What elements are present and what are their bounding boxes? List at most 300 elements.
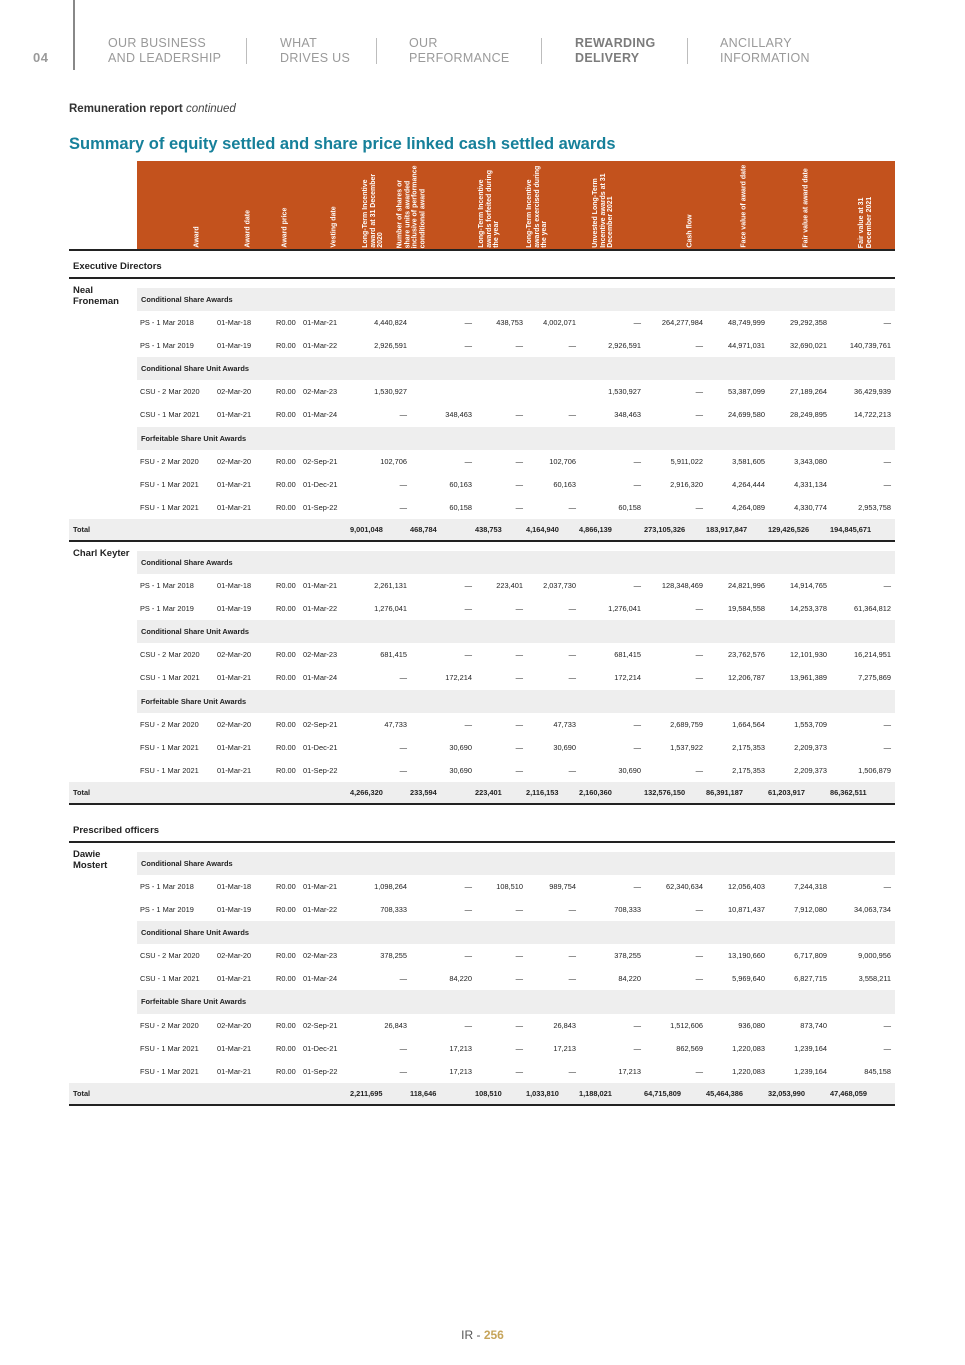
table-cell: 02-Mar-20 <box>217 951 252 961</box>
table-cell: 01-Mar-21 <box>217 974 252 984</box>
table-cell: 60,158 <box>449 502 472 512</box>
table-cell: — <box>695 650 703 660</box>
column-header-label: Fair value at 31 December 2021 <box>857 196 873 248</box>
table-cell: 01-Mar-21 <box>303 318 338 328</box>
table-cell: 02-Mar-23 <box>303 951 338 961</box>
table-cell: 53,387,099 <box>728 387 765 397</box>
table-cell: 6,827,715 <box>794 974 827 984</box>
award-category: Forfeitable Share Unit Awards <box>137 690 895 713</box>
table-cell: PS - 1 Mar 2018 <box>140 318 194 328</box>
table-cell: 01-Mar-18 <box>217 881 252 891</box>
table-cell: 2,209,373 <box>794 742 827 752</box>
table-cell: R0.00 <box>276 673 296 683</box>
table-cell: 02-Mar-20 <box>217 1020 252 1030</box>
award-category: Forfeitable Share Unit Awards <box>137 427 895 450</box>
table-cell: R0.00 <box>276 318 296 328</box>
table-cell: R0.00 <box>276 765 296 775</box>
table-cell: 30,690 <box>553 742 576 752</box>
table-cell: — <box>633 1043 641 1053</box>
column-header-label: Face value of award date <box>740 165 748 248</box>
table-cell: CSU - 2 Mar 2020 <box>140 387 200 397</box>
table-cell: R0.00 <box>276 881 296 891</box>
table-cell: 5,911,022 <box>670 456 703 466</box>
table-cell: — <box>883 742 891 752</box>
table-cell: FSU - 1 Mar 2021 <box>140 742 199 752</box>
table-cell: 2,916,320 <box>670 479 703 489</box>
table-cell: 30,690 <box>618 765 641 775</box>
table-cell: — <box>633 742 641 752</box>
table-cell: FSU - 2 Mar 2020 <box>140 719 199 729</box>
table-cell: — <box>568 650 576 660</box>
table-cell: 1,537,922 <box>670 742 703 752</box>
table-cell: — <box>568 673 576 683</box>
table-cell: — <box>633 581 641 591</box>
table-cell: — <box>464 905 472 915</box>
section-number: 04 <box>33 50 49 65</box>
table-cell: 7,275,869 <box>858 673 891 683</box>
table-cell: — <box>464 881 472 891</box>
table-cell: — <box>515 410 523 420</box>
total-cell: 132,576,150 <box>644 787 686 797</box>
table-row <box>69 496 895 519</box>
table-cell: PS - 1 Mar 2019 <box>140 905 194 915</box>
table-cell: 223,401 <box>496 581 523 591</box>
table-cell: — <box>399 479 407 489</box>
table-cell: FSU - 1 Mar 2021 <box>140 1043 199 1053</box>
table-row <box>69 713 895 736</box>
table-row <box>69 898 895 921</box>
table-cell: 01-Mar-21 <box>217 479 252 489</box>
table-cell: 02-Mar-20 <box>217 650 252 660</box>
table-cell: — <box>399 502 407 512</box>
section-gap <box>69 805 895 815</box>
total-cell: 468,784 <box>410 524 437 534</box>
table-cell: 01-Mar-24 <box>303 410 338 420</box>
table-cell: 01-Mar-22 <box>303 341 338 351</box>
table-cell: — <box>883 456 891 466</box>
table-cell: 4,331,134 <box>794 479 827 489</box>
table-cell: FSU - 1 Mar 2021 <box>140 1066 199 1076</box>
table-row <box>69 473 895 496</box>
table-cell: R0.00 <box>276 502 296 512</box>
table-row <box>69 403 895 426</box>
table-cell: 01-Mar-21 <box>217 742 252 752</box>
table-cell: 01-Mar-22 <box>303 604 338 614</box>
table-cell: 60,163 <box>449 479 472 489</box>
table-row <box>69 875 895 898</box>
table-cell: — <box>464 604 472 614</box>
table-row <box>69 450 895 473</box>
table-cell: 01-Mar-21 <box>303 581 338 591</box>
table-cell: CSU - 1 Mar 2021 <box>140 974 200 984</box>
table-cell: — <box>515 650 523 660</box>
table-cell: 01-Mar-24 <box>303 974 338 984</box>
table-cell: 32,690,021 <box>790 341 827 351</box>
table-row <box>69 311 895 334</box>
table-cell: 348,463 <box>614 410 641 420</box>
table-cell: 1,220,083 <box>732 1066 765 1076</box>
person-block <box>69 279 895 519</box>
table-cell: 19,584,558 <box>728 604 765 614</box>
table-cell: 7,912,080 <box>794 905 827 915</box>
table-cell: 01-Mar-21 <box>217 410 252 420</box>
table-cell: 27,189,264 <box>790 387 827 397</box>
table-cell: 378,255 <box>614 951 641 961</box>
total-cell: 4,164,940 <box>526 524 559 534</box>
awards-table <box>69 251 895 1106</box>
table-cell: 873,740 <box>800 1020 827 1030</box>
table-cell: 7,244,318 <box>794 881 827 891</box>
total-cell: 86,362,511 <box>830 787 867 797</box>
table-cell: 36,429,939 <box>854 387 891 397</box>
table-cell: — <box>883 1043 891 1053</box>
table-cell: 47,733 <box>553 719 576 729</box>
table-cell: 5,969,640 <box>732 974 765 984</box>
table-cell: 2,175,353 <box>732 742 765 752</box>
table-cell: — <box>399 410 407 420</box>
table-cell: — <box>515 951 523 961</box>
total-label: Total <box>73 787 91 797</box>
table-cell: — <box>399 673 407 683</box>
table-cell: — <box>464 581 472 591</box>
table-cell: — <box>515 1066 523 1076</box>
table-cell: FSU - 2 Mar 2020 <box>140 456 199 466</box>
table-cell: — <box>515 765 523 775</box>
table-cell: 1,664,564 <box>732 719 765 729</box>
table-cell: — <box>568 502 576 512</box>
table-cell: 108,510 <box>496 881 523 891</box>
table-cell: R0.00 <box>276 719 296 729</box>
table-cell: 348,463 <box>445 410 472 420</box>
table-cell: 60,158 <box>618 502 641 512</box>
table-cell: 84,220 <box>449 974 472 984</box>
table-cell: 01-Dec-21 <box>303 479 338 489</box>
nav-ancillary-information[interactable]: ANCILLARY INFORMATION <box>720 36 810 65</box>
table-cell: 2,175,353 <box>732 765 765 775</box>
total-label: Total <box>73 524 91 534</box>
table-cell: — <box>399 765 407 775</box>
table-cell: 862,569 <box>676 1043 703 1053</box>
table-cell: 128,348,469 <box>661 581 703 591</box>
table-cell: — <box>568 604 576 614</box>
table-cell: 1,506,879 <box>858 765 891 775</box>
award-category: Conditional Share Awards <box>137 551 895 574</box>
total-cell: 2,211,695 <box>350 1088 383 1098</box>
table-cell: 61,364,812 <box>854 604 891 614</box>
table-cell: 1,276,041 <box>374 604 407 614</box>
total-cell: 4,866,139 <box>579 524 612 534</box>
award-category: Conditional Share Unit Awards <box>137 921 895 944</box>
table-cell: 01-Mar-22 <box>303 905 338 915</box>
table-cell: 989,754 <box>549 881 576 891</box>
table-cell: 02-Mar-20 <box>217 387 252 397</box>
table-cell: 2,037,730 <box>543 581 576 591</box>
table-cell: 3,343,080 <box>794 456 827 466</box>
table-cell: — <box>695 387 703 397</box>
table-cell: — <box>695 951 703 961</box>
table-cell: — <box>883 479 891 489</box>
award-category: Conditional Share Unit Awards <box>137 620 895 643</box>
page-title: Summary of equity settled and share price linked cash settled awards <box>69 135 616 153</box>
table-cell: R0.00 <box>276 742 296 752</box>
total-row <box>69 1083 895 1106</box>
table-cell: R0.00 <box>276 456 296 466</box>
table-cell: — <box>568 905 576 915</box>
table-cell: 1,098,264 <box>374 881 407 891</box>
table-cell: — <box>695 410 703 420</box>
table-cell: 4,264,089 <box>732 502 765 512</box>
table-cell: FSU - 1 Mar 2021 <box>140 502 199 512</box>
table-cell: 1,239,164 <box>794 1066 827 1076</box>
table-cell: 01-Mar-24 <box>303 673 338 683</box>
table-row <box>69 334 895 357</box>
table-cell: CSU - 1 Mar 2021 <box>140 673 200 683</box>
total-label: Total <box>73 1088 91 1098</box>
table-cell: 01-Dec-21 <box>303 742 338 752</box>
table-cell: 172,214 <box>614 673 641 683</box>
total-row <box>69 782 895 805</box>
table-cell: — <box>464 318 472 328</box>
total-row <box>69 519 895 542</box>
table-cell: R0.00 <box>276 604 296 614</box>
table-cell: 01-Sep-22 <box>303 502 338 512</box>
table-cell: 02-Mar-23 <box>303 387 338 397</box>
table-cell: 01-Mar-21 <box>217 1043 252 1053</box>
total-cell: 2,116,153 <box>526 787 559 797</box>
table-cell: — <box>633 479 641 489</box>
table-cell: 1,220,083 <box>732 1043 765 1053</box>
table-cell: FSU - 2 Mar 2020 <box>140 1020 199 1030</box>
table-cell: R0.00 <box>276 387 296 397</box>
table-cell: 708,333 <box>380 905 407 915</box>
table-cell: — <box>633 719 641 729</box>
table-cell: R0.00 <box>276 1020 296 1030</box>
total-cell: 233,594 <box>410 787 437 797</box>
table-row <box>69 1037 895 1060</box>
table-cell: — <box>695 765 703 775</box>
table-cell: 02-Sep-21 <box>303 1020 338 1030</box>
table-cell: 02-Mar-20 <box>217 719 252 729</box>
table-cell: 02-Sep-21 <box>303 456 338 466</box>
table-cell: 02-Mar-20 <box>217 456 252 466</box>
table-cell: 9,000,956 <box>858 951 891 961</box>
table-cell: 28,249,895 <box>790 410 827 420</box>
table-cell: 1,512,606 <box>670 1020 703 1030</box>
nav-separator <box>246 38 247 64</box>
table-cell: — <box>399 742 407 752</box>
table-cell: 01-Mar-19 <box>217 905 252 915</box>
table-cell: — <box>568 341 576 351</box>
table-cell: 4,264,444 <box>732 479 765 489</box>
column-header-label: Unvested Long-Term Incentive awards at 31 December 2021 <box>592 173 615 248</box>
table-cell: — <box>515 974 523 984</box>
table-cell: — <box>464 456 472 466</box>
table-cell: 44,971,031 <box>728 341 765 351</box>
table-cell: 24,821,996 <box>728 581 765 591</box>
table-cell: 01-Sep-22 <box>303 765 338 775</box>
table-cell: — <box>464 341 472 351</box>
table-row <box>69 597 895 620</box>
total-cell: 1,033,810 <box>526 1088 559 1098</box>
table-row <box>69 666 895 689</box>
table-cell: — <box>464 719 472 729</box>
table-cell: — <box>568 974 576 984</box>
table-cell: 2,926,591 <box>374 341 407 351</box>
table-row <box>69 574 895 597</box>
table-row <box>69 380 895 403</box>
table-cell: 26,843 <box>384 1020 407 1030</box>
table-cell: — <box>515 604 523 614</box>
nav-our-performance[interactable]: OUR PERFORMANCE <box>409 36 510 65</box>
table-cell: 84,220 <box>618 974 641 984</box>
table-cell: 17,213 <box>449 1043 472 1053</box>
table-cell: 1,553,709 <box>794 719 827 729</box>
person-block <box>69 843 895 1083</box>
table-cell: — <box>883 881 891 891</box>
table-cell: — <box>568 765 576 775</box>
table-cell: 1,239,164 <box>794 1043 827 1053</box>
table-cell: 172,214 <box>445 673 472 683</box>
table-cell: — <box>515 1020 523 1030</box>
table-cell: 34,063,734 <box>854 905 891 915</box>
column-header-label: Award <box>193 226 201 248</box>
table-row <box>69 1014 895 1037</box>
table-cell: 6,717,809 <box>794 951 827 961</box>
total-cell: 223,401 <box>475 787 502 797</box>
table-cell: CSU - 2 Mar 2020 <box>140 951 200 961</box>
table-cell: R0.00 <box>276 410 296 420</box>
table-cell: R0.00 <box>276 905 296 915</box>
table-cell: 102,706 <box>549 456 576 466</box>
table-cell: 14,722,213 <box>854 410 891 420</box>
table-cell: — <box>515 673 523 683</box>
table-cell: 60,163 <box>553 479 576 489</box>
table-cell: — <box>695 341 703 351</box>
table-cell: — <box>515 456 523 466</box>
table-cell: 30,690 <box>449 742 472 752</box>
page-footer: IR - 256 <box>461 1328 504 1342</box>
total-cell: 118,646 <box>410 1088 437 1098</box>
person-name: Dawie Mostert <box>73 848 108 871</box>
table-cell: R0.00 <box>276 951 296 961</box>
table-cell: 29,292,358 <box>790 318 827 328</box>
table-cell: 1,276,041 <box>608 604 641 614</box>
table-cell: 01-Mar-21 <box>217 502 252 512</box>
table-cell: 3,581,605 <box>732 456 765 466</box>
nav-separator <box>376 38 377 64</box>
nav-separator <box>541 38 542 64</box>
column-header-label: Award date <box>244 210 252 248</box>
table-cell: R0.00 <box>276 341 296 351</box>
table-cell: 01-Mar-21 <box>217 765 252 775</box>
table-cell: 102,706 <box>380 456 407 466</box>
table-cell: 2,926,591 <box>608 341 641 351</box>
table-cell: — <box>695 673 703 683</box>
table-cell: 4,330,774 <box>794 502 827 512</box>
table-cell: 708,333 <box>614 905 641 915</box>
table-cell: 2,209,373 <box>794 765 827 775</box>
table-cell: — <box>515 479 523 489</box>
column-header-label: Number of shares or share units awarded inclusive of performance conditional award <box>396 165 427 248</box>
table-cell: 13,961,389 <box>790 673 827 683</box>
table-cell: PS - 1 Mar 2019 <box>140 604 194 614</box>
table-cell: PS - 1 Mar 2019 <box>140 341 194 351</box>
table-cell: — <box>464 951 472 961</box>
table-cell: 23,762,576 <box>728 650 765 660</box>
table-cell: — <box>464 1020 472 1030</box>
top-nav <box>0 36 965 66</box>
table-cell: 14,253,378 <box>790 604 827 614</box>
table-cell: 12,056,403 <box>728 881 765 891</box>
total-cell: 47,468,059 <box>830 1088 867 1098</box>
table-cell: — <box>695 974 703 984</box>
table-cell: — <box>695 502 703 512</box>
award-category: Conditional Share Unit Awards <box>137 357 895 380</box>
table-cell: — <box>464 650 472 660</box>
table-cell: 936,080 <box>738 1020 765 1030</box>
table-cell: — <box>399 1043 407 1053</box>
total-cell: 1,188,021 <box>579 1088 612 1098</box>
table-cell: R0.00 <box>276 650 296 660</box>
table-cell: CSU - 2 Mar 2020 <box>140 650 200 660</box>
nav-our-business[interactable]: OUR BUSINESS AND LEADERSHIP <box>108 36 222 65</box>
table-cell: — <box>399 1066 407 1076</box>
table-cell: — <box>515 502 523 512</box>
award-category: Forfeitable Share Unit Awards <box>137 990 895 1013</box>
nav-what-drives-us[interactable]: WHAT DRIVES US <box>280 36 351 65</box>
table-cell: — <box>568 410 576 420</box>
table-cell: 02-Sep-21 <box>303 719 338 729</box>
table-cell: 01-Dec-21 <box>303 1043 338 1053</box>
table-cell: — <box>515 719 523 729</box>
table-cell: — <box>633 318 641 328</box>
table-cell: — <box>515 742 523 752</box>
total-cell: 61,203,917 <box>768 787 805 797</box>
table-cell: R0.00 <box>276 479 296 489</box>
table-cell: 26,843 <box>553 1020 576 1030</box>
table-row <box>69 643 895 666</box>
table-cell: 17,213 <box>449 1066 472 1076</box>
table-cell: PS - 1 Mar 2018 <box>140 881 194 891</box>
table-cell: 12,206,787 <box>728 673 765 683</box>
table-cell: — <box>883 318 891 328</box>
column-header-label: Long-Term Incentive awards exercised during the year <box>526 165 549 248</box>
table-cell: — <box>695 604 703 614</box>
table-cell: 01-Mar-21 <box>217 1066 252 1076</box>
table-cell: CSU - 1 Mar 2021 <box>140 410 200 420</box>
table-cell: PS - 1 Mar 2018 <box>140 581 194 591</box>
table-cell: — <box>695 905 703 915</box>
total-cell: 108,510 <box>475 1088 502 1098</box>
total-cell: 438,753 <box>475 524 502 534</box>
column-header-label: Award price <box>281 208 289 248</box>
table-cell: 2,689,759 <box>670 719 703 729</box>
table-cell: R0.00 <box>276 974 296 984</box>
total-cell: 45,464,386 <box>706 1088 743 1098</box>
nav-rewarding-delivery[interactable]: REWARDING DELIVERY <box>575 36 656 65</box>
table-cell: — <box>633 881 641 891</box>
section-title: Prescribed officers <box>69 815 895 843</box>
total-cell: 194,845,671 <box>830 524 872 534</box>
table-cell: 01-Sep-22 <box>303 1066 338 1076</box>
table-cell: 02-Mar-23 <box>303 650 338 660</box>
table-row <box>69 759 895 782</box>
column-header-label: Long-Term Incentive award at 31 December 2020 <box>362 174 385 248</box>
table-cell: — <box>399 974 407 984</box>
table-cell: FSU - 1 Mar 2021 <box>140 479 199 489</box>
table-cell: 2,261,131 <box>374 581 407 591</box>
total-cell: 129,426,526 <box>768 524 810 534</box>
